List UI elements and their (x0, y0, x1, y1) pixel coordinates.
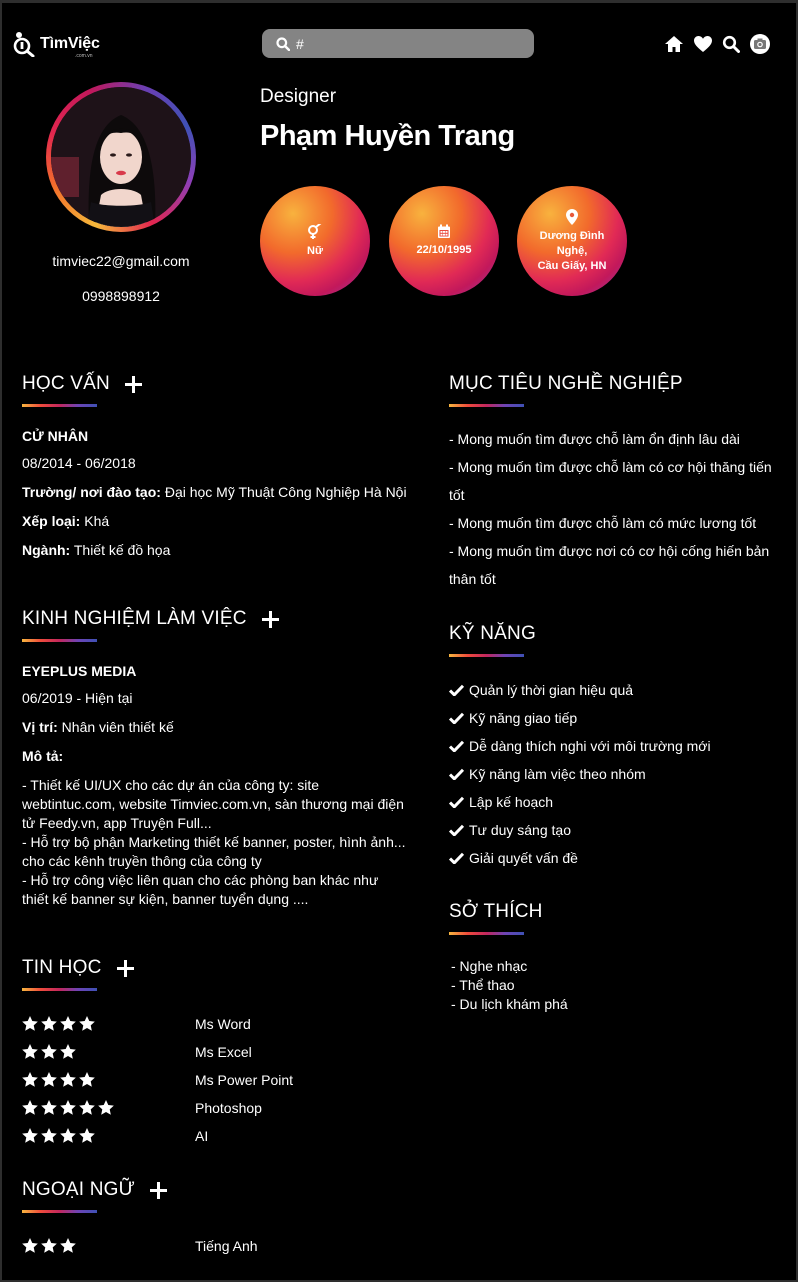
star-icon (41, 1044, 57, 1059)
rank-label: Xếp loại: (22, 513, 81, 529)
school-value: Đại học Mỹ Thuật Công Nghiệp Hà Nội (160, 484, 407, 500)
section-underline (22, 988, 97, 991)
address-line-1: Dương Đình Nghệ, (539, 229, 605, 257)
star-icon (41, 1072, 57, 1087)
section-underline (22, 1210, 97, 1213)
hobby-item: - Du lịch khám phá (451, 996, 568, 1012)
logo-text: TìmViệc (40, 35, 100, 52)
star-icon (60, 1072, 76, 1087)
gender-bubble (260, 186, 370, 296)
skills-title: KỸ NĂNG (449, 623, 536, 644)
home-icon[interactable] (664, 35, 684, 53)
star-rating (22, 1044, 79, 1059)
skill-text: Giải quyết vấn đề (469, 850, 578, 866)
it-title (22, 957, 134, 979)
logo-icon (12, 31, 36, 57)
education-title-text: HỌC VẤN (22, 373, 110, 394)
section-underline (449, 932, 524, 935)
email-text[interactable]: timviec22@gmail.com (52, 253, 190, 269)
heart-icon[interactable] (693, 35, 713, 53)
it-skill-name: Ms Power Point (195, 1072, 294, 1088)
hobby-item: - Nghe nhạc (451, 958, 528, 974)
description-line: - Hỗ trợ công việc liên quan cho các phòng ban khác như thiết kế banner sự kiện, banner tuyển dụng .... (22, 872, 379, 907)
experience-title-text: KINH NGHIỆM LÀM VIỆC (22, 608, 247, 629)
skill-item (449, 738, 711, 754)
birthday-text: 22/10/1995 (416, 244, 472, 256)
star-rating (22, 1072, 98, 1087)
major-value: Thiết kế đồ họa (70, 542, 171, 558)
star-icon (60, 1128, 76, 1143)
check-icon (449, 796, 464, 808)
skill-text: Kỹ năng giao tiếp (469, 710, 578, 726)
section-underline (449, 404, 524, 407)
check-icon (449, 712, 464, 724)
description-label: Mô tả: (22, 748, 64, 764)
school-label: Trường/ nơi đào tạo: (22, 484, 161, 500)
goal-item: - Mong muốn tìm được chỗ làm có mức lương tốt (449, 515, 757, 531)
star-icon (22, 1072, 38, 1087)
description-line: - Thiết kế UI/UX cho các dự án của công ty: site webtintuc.com, website Timviec.com.vn, sàn thương mại điện tử Feedy.vn, app Truyện Full... (22, 777, 404, 831)
gender-text: Nữ (307, 244, 323, 257)
plus-icon (125, 376, 142, 393)
section-underline (22, 639, 97, 642)
education-period: 08/2014 - 06/2018 (22, 455, 136, 471)
skill-text: Kỹ năng làm việc theo nhóm (469, 766, 646, 782)
job-title: Designer (260, 86, 337, 107)
search-icon[interactable] (722, 35, 740, 53)
add-it-button[interactable] (117, 960, 134, 977)
star-icon (60, 1044, 76, 1059)
star-icon (22, 1238, 38, 1253)
it-title-text: TIN HỌC (22, 957, 102, 978)
star-icon (98, 1100, 114, 1115)
address-bubble (517, 186, 627, 296)
goal-item: - Mong muốn tìm được chỗ làm ổn định lâu dài (449, 431, 740, 447)
goals-title: MỤC TIÊU NGHỀ NGHIỆP (449, 373, 683, 394)
plus-icon (117, 960, 134, 977)
experience-period: 06/2019 - Hiện tại (22, 690, 133, 706)
it-skill-name: Ms Word (195, 1016, 251, 1032)
star-icon (22, 1128, 38, 1143)
location-pin-icon (566, 209, 578, 225)
top-nav-icons (664, 33, 780, 55)
section-underline (22, 404, 97, 407)
star-icon (41, 1128, 57, 1143)
language-title (22, 1179, 167, 1201)
skill-text: Dễ dàng thích nghi với môi trường mới (469, 738, 711, 754)
position-value: Nhân viên thiết kế (57, 719, 174, 735)
star-icon (41, 1100, 57, 1115)
section-underline (449, 654, 524, 657)
star-icon (79, 1016, 95, 1031)
goals-list (449, 425, 779, 593)
star-icon (60, 1100, 76, 1115)
star-rating (22, 1128, 98, 1143)
skill-item (449, 766, 646, 782)
skill-item (449, 850, 578, 866)
language-name: Tiếng Anh (195, 1238, 258, 1254)
star-icon (22, 1100, 38, 1115)
skill-text: Lập kế hoạch (469, 794, 554, 810)
star-icon (22, 1044, 38, 1059)
language-title-text: NGOẠI NGỮ (22, 1179, 136, 1200)
position-row (22, 719, 174, 735)
star-icon (79, 1128, 95, 1143)
star-rating (22, 1238, 79, 1253)
rank-value: Khá (80, 513, 110, 529)
calendar-icon (437, 224, 451, 239)
skill-text: Tư duy sáng tạo (469, 822, 571, 838)
position-label: Vị trí: (22, 719, 58, 735)
add-education-button[interactable] (125, 376, 142, 393)
star-icon (60, 1238, 76, 1253)
goal-item: - Mong muốn tìm được nơi có cơ hội cống hiến bản thân tốt (449, 543, 770, 587)
it-skill-name: Ms Excel (195, 1044, 252, 1060)
degree-text: CỬ NHÂN (22, 428, 89, 444)
star-rating (22, 1100, 117, 1115)
experience-title (22, 608, 279, 630)
gender-icon (306, 224, 324, 240)
site-logo[interactable] (12, 31, 100, 57)
description-line: - Hỗ trợ bộ phận Marketing thiết kế banner, poster, hình ảnh... cho các kênh truyền thông của công ty (22, 834, 406, 869)
rank-row (22, 513, 109, 529)
skill-item (449, 822, 571, 838)
avatar[interactable] (46, 82, 196, 232)
check-icon (449, 684, 464, 696)
address-line-2: Cầu Giấy, HN (537, 259, 607, 272)
add-experience-button[interactable] (262, 611, 279, 628)
logo-subtext: .com.vn (75, 53, 93, 59)
skill-item (449, 682, 633, 698)
education-title (22, 373, 142, 395)
star-rating (22, 1016, 98, 1031)
star-icon (41, 1016, 57, 1031)
birthday-bubble (389, 186, 499, 296)
star-icon (60, 1016, 76, 1031)
search-bar[interactable] (262, 29, 534, 58)
check-icon (449, 824, 464, 836)
avatar-photo (51, 87, 191, 227)
plus-icon (150, 1182, 167, 1199)
star-icon (79, 1100, 95, 1115)
search-icon (276, 37, 290, 51)
major-label: Ngành: (22, 542, 71, 558)
star-icon (79, 1072, 95, 1087)
school-row (22, 484, 407, 500)
plus-icon (262, 611, 279, 628)
star-icon (41, 1238, 57, 1253)
skill-item (449, 710, 577, 726)
company-name: EYEPLUS MEDIA (22, 663, 137, 679)
full-name: Phạm Huyền Trang (260, 120, 515, 152)
check-icon (449, 768, 464, 780)
phone-text[interactable]: 0998898912 (82, 288, 160, 304)
add-language-button[interactable] (150, 1182, 167, 1199)
star-icon (22, 1016, 38, 1031)
camera-icon[interactable] (749, 33, 771, 55)
major-row (22, 542, 170, 558)
hobbies-title: SỞ THÍCH (449, 901, 543, 922)
hobby-item: - Thể thao (451, 977, 515, 993)
check-icon (449, 852, 464, 864)
skill-text: Quản lý thời gian hiệu quả (469, 682, 634, 698)
goal-item: - Mong muốn tìm được chỗ làm có cơ hội thăng tiến tốt (449, 459, 772, 503)
experience-description (22, 776, 407, 909)
it-skill-name: Photoshop (195, 1100, 262, 1116)
check-icon (449, 740, 464, 752)
skill-item (449, 794, 553, 810)
search-input[interactable] (296, 36, 516, 52)
it-skill-name: AI (195, 1128, 209, 1144)
